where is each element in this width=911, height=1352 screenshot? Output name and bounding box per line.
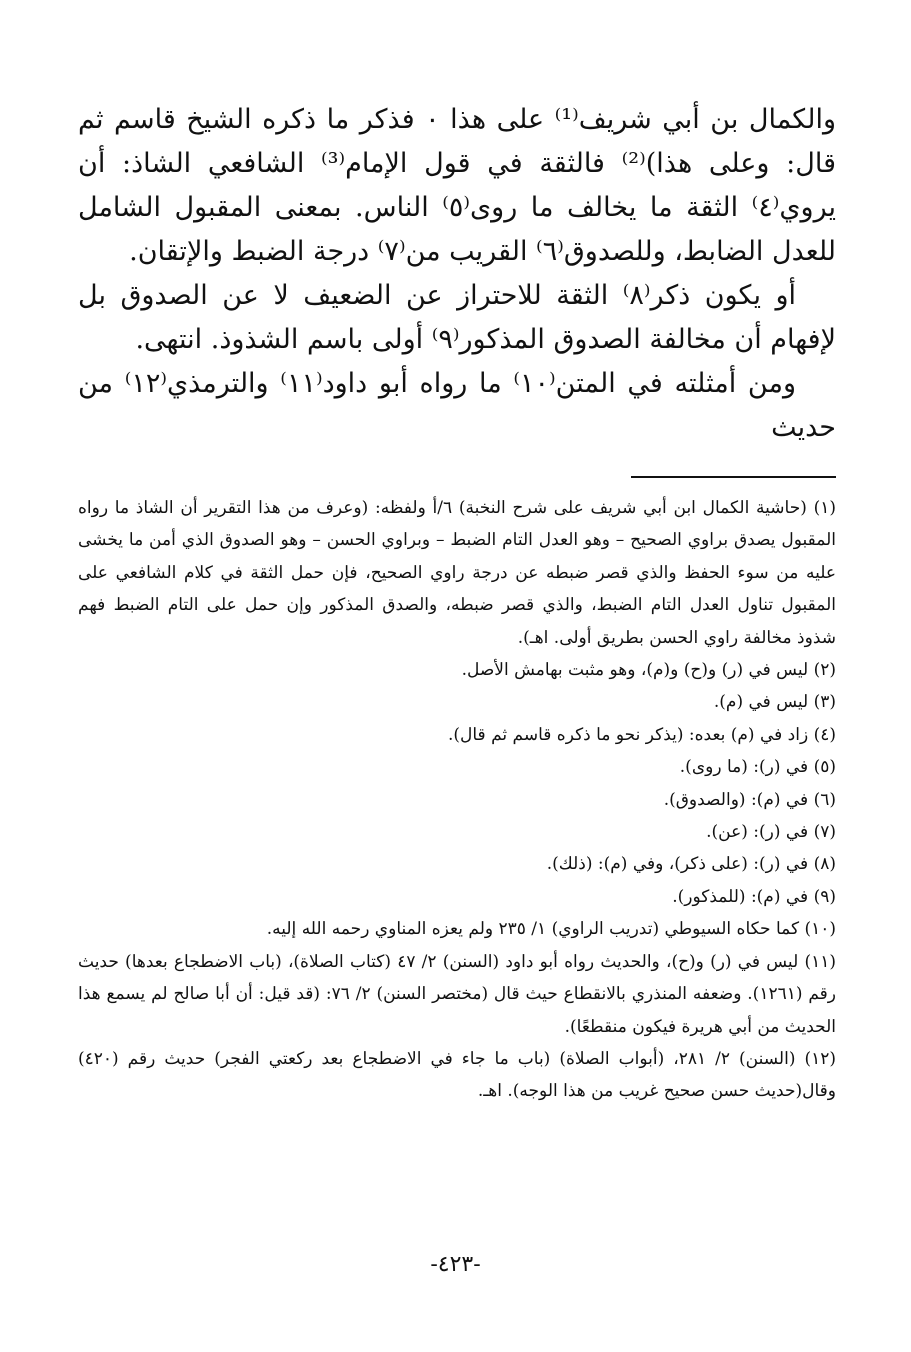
page-number: -٤٢٣-: [430, 1252, 481, 1277]
footnote: (١٢) (السنن) ٢/ ٢٨١، (أبواب الصلاة) (باب ما جاء في الاضطجاع بعد ركعتي الفجر) حديث رقم (٤٢٠) وقال(حديث حسن صحيح غريب من هذا الوجه). اهـ.: [78, 1048, 837, 1102]
footnote: (٨) في (ر): (على ذكر)، وفي (م): (ذلك).: [546, 854, 836, 875]
footnote: (٥) في (ر): (ما روى).: [679, 757, 836, 778]
footnote: (١٠) كما حكاه السيوطي (تدريب الراوي) ١/ ٢٣٥ ولم يعزه المناوي رحمه الله إليه.: [266, 919, 836, 940]
footnote: (٢) ليس في (ر) و(ح) و(م)، وهو مثبت بهامش الأصل.: [461, 660, 836, 681]
paragraph: ومن أمثلته في المتن⁽١٠⁾ ما رواه أبو داود⁽١١⁾ والترمذي⁽١٢⁾ من حديث: [78, 368, 836, 443]
footnote: (١١) ليس في (ر) و(ح)، والحديث رواه أبو داود (السنن) ٢/ ٤٧ (كتاب الصلاة)، (باب الاضطجاع بعدها) حديث رقم (١٢٦١). وضعفه المنذري بالانقطاع حيث قال (مختصر السنن) ٢/ ٧٦: (قد قيل: أن أبا صالح لم يسمع هذا الحديث من أبي هريرة فيكون منقطعًا).: [78, 951, 836, 1037]
footnote: (١) (حاشية الكمال ابن أبي شريف على شرح النخبة) ٦/أ ولفظه: (وعرف من هذا التقرير أن الشاذ ما رواه المقبول يصدق براوي الصحيح – وهو العدل التام الضبط – وبراوي الحسن – وهو الصدوق الذي أمن ما يخشى عليه من سوء الحفظ والذي قصر ضبطه عن درجة راوي الصحيح، فإن حمل الثقة في كلام الشافعي على المقبول تناول العدل التام الضبط، والذي قصر ضبطه، والصدق المذكور وإن حمل على التام الضبط فهم شذوذ مخالفة راوي الحسن بطريق أولى. اهـ).: [78, 498, 836, 648]
footnote: (٩) في (م): (للمذكور).: [672, 886, 836, 907]
paragraph: والكمال بن أبي شريف⁽¹⁾ على هذا ٠ فذكر ما ذكره الشيخ قاسم ثم قال: وعلى هذا)⁽²⁾ فالثقة في قول الإمام⁽³⁾ الشافعي الشاذ: أن يروي⁽٤⁾ الثقة ما يخالف ما روى⁽٥⁾ الناس. بمعنى المقبول الشامل للعدل الضابط، وللصدوق⁽٦⁾ القريب من⁽٧⁾ درجة الضبط والإتقان.: [78, 104, 836, 267]
footnotes: [78, 492, 836, 1108]
footnote: (٤) زاد في (م) بعده: (يذكر نحو ما ذكره قاسم ثم قال).: [447, 724, 836, 745]
paragraph: أو يكون ذكر⁽٨⁾ الثقة للاحتراز عن الضعيف لا عن الصدوق بل لإفهام أن مخالفة الصدوق المذكور⁽٩⁾ أولى باسم الشذوذ. انتهى.: [78, 280, 836, 355]
main-text: [78, 98, 836, 450]
footnote: (٦) في (م): (والصدوق).: [663, 789, 836, 810]
footnote: (٧) في (ر): (عن).: [706, 822, 836, 843]
footnote: (٣) ليس في (م).: [713, 692, 836, 713]
footnote-separator: [631, 476, 836, 478]
